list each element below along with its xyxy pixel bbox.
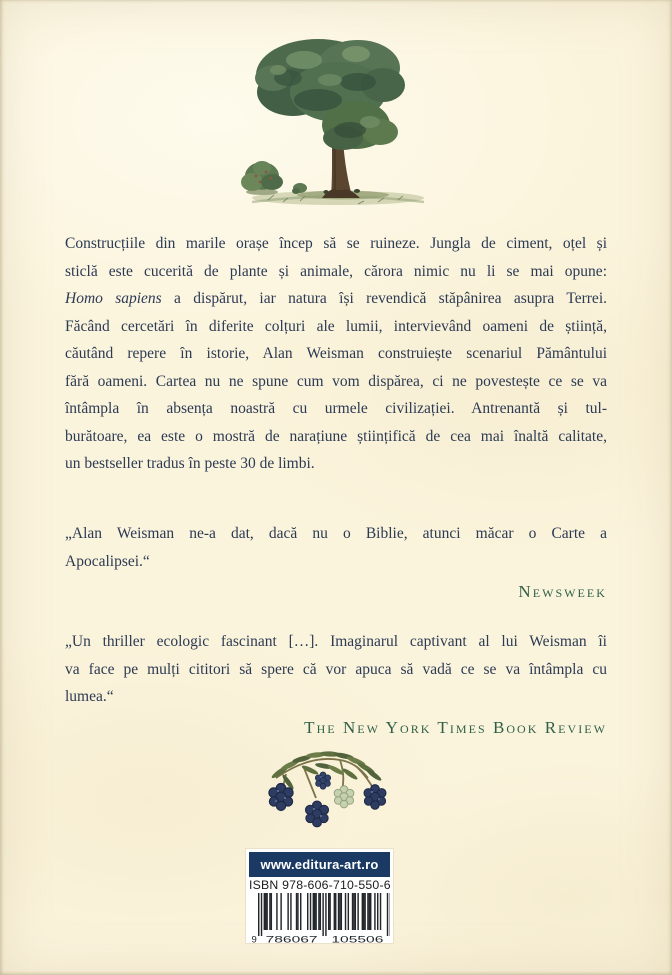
svg-text:786067: 786067 [265, 934, 318, 945]
text-line: va face pe mulți cititori să spere că vor apuca să vadă ce se va întâmpla cu [65, 660, 607, 678]
text-line: „Alan Weisman ne-a dat, dacă nu o Biblie, atunci măcar o Carte a [65, 525, 607, 542]
text-line: Homo sapiens a dispărut, iar natura își revendică stăpânirea asupra Terrei. [65, 290, 607, 307]
barcode-panel [246, 849, 393, 943]
text-line: fără oameni. Cartea nu ne spune cum vom dispărea, ci ne povestește ce se va [65, 372, 607, 390]
blackberry-sprig-illustration [256, 748, 400, 832]
description-paragraph [65, 230, 607, 478]
isbn-label: ISBN 978-606-710-550-6 [249, 878, 391, 892]
text-line: Făcând cercetări în diferite colțuri ale lumii, intervievând oameni de știință, [65, 317, 607, 335]
text-line: „Un thriller ecologic fascinant […]. Imaginarul captivant al lui Weisman îi [65, 633, 607, 650]
text-line: căutând repere în istorie, Alan Weisman construiește scenariul Pământului [65, 345, 607, 362]
review-quote-nyt [65, 628, 607, 741]
text-line: burătoare, ea este o mostră de narațiune științifică de cea mai înaltă calitate, [65, 427, 607, 445]
quote-attribution-newsweek: Newsweek [518, 582, 607, 601]
tree-illustration [238, 30, 438, 210]
ean13-barcode [250, 893, 390, 945]
text-line: Apocalipsei.“ [65, 552, 150, 570]
publisher-website: www.editura-art.ro [260, 857, 379, 872]
svg-text:105506: 105506 [330, 934, 383, 945]
quote-text [65, 628, 607, 711]
review-quote-newsweek [65, 520, 607, 605]
svg-text:9: 9 [251, 934, 257, 945]
text-line: întâmpla în absența noastră cu urmele civilizației. Antrenantă și tul- [65, 400, 607, 417]
publisher-website-banner [249, 852, 390, 877]
text-line: Construcțiile din marile orașe încep să se ruineze. Jungla de ciment, oțel și [65, 235, 607, 252]
quote-attribution-nyt: The New York Times Book Review [304, 717, 607, 737]
text-line: lumea.“ [65, 688, 114, 705]
text-line: sticlă este cucerită de plante și animale, cărora nimic nu li se mai opune: [65, 262, 607, 280]
quote-text [65, 520, 607, 575]
text-line: un bestseller tradus în peste 30 de limbi. [65, 455, 315, 472]
